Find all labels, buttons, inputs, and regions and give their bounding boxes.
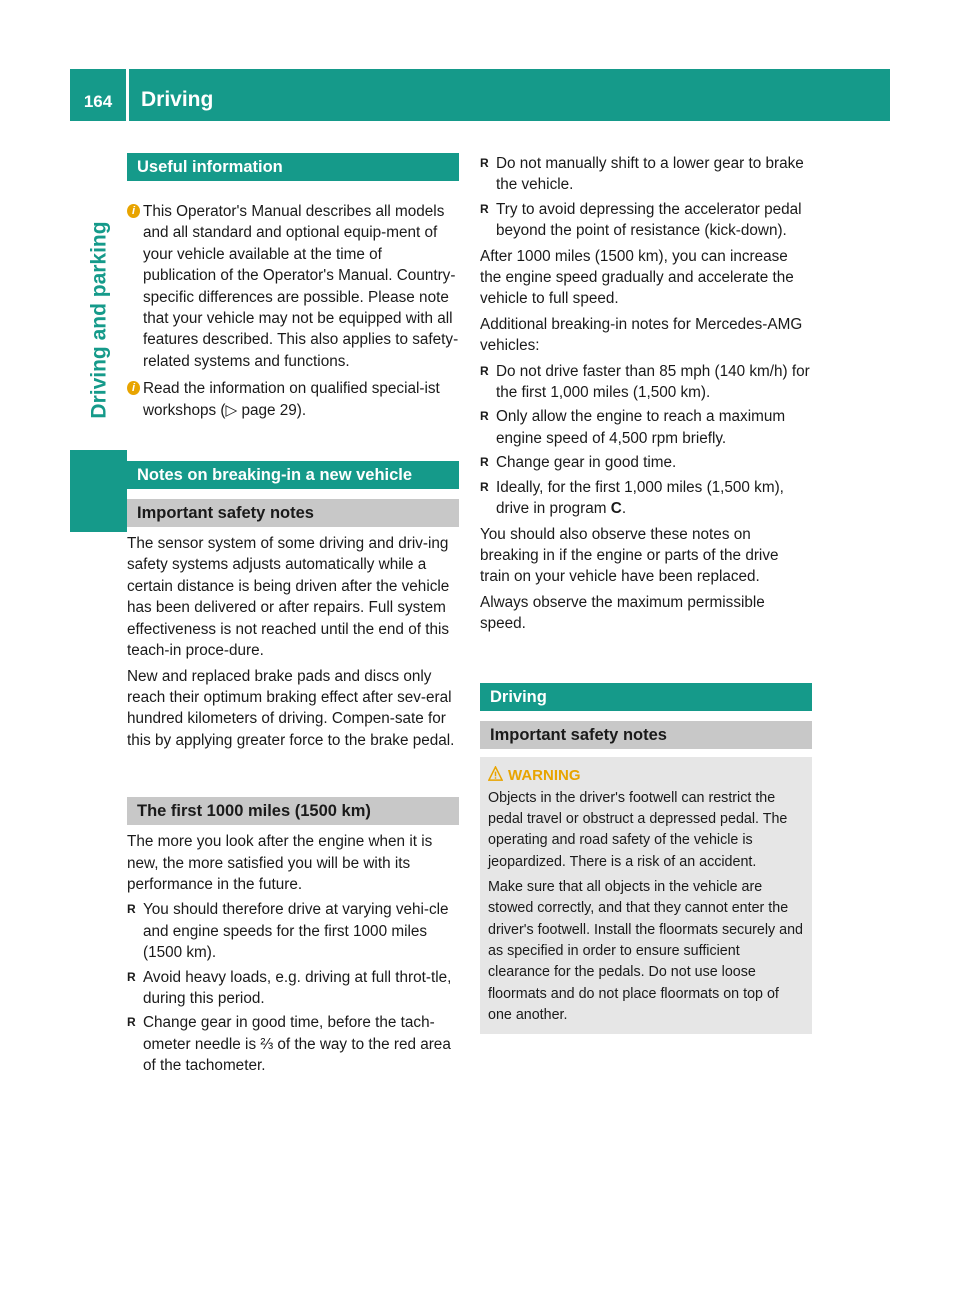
warning-box	[480, 757, 812, 1035]
amg-paragraph: Additional breaking-in notes for Mercedes-AMG vehicles:	[480, 315, 803, 355]
section-title: Driving	[141, 88, 214, 111]
list-item: R Only allow the engine to reach a maximum engine speed of 4,500 rpm briefly.	[480, 406, 812, 449]
warning-title-text: WARNING	[508, 766, 581, 784]
list-item: R Do not manually shift to a lower gear to brake the vehicle.	[480, 153, 812, 196]
driving-safety-heading: Important safety notes	[480, 721, 812, 749]
list-item-end: .	[621, 500, 627, 518]
warning-icon	[488, 766, 503, 781]
program-c: C	[610, 500, 622, 518]
list-item: R Change gear in good time, before the tach-ometer needle is ⅔ of the way to the red area of the tachometer.	[127, 1012, 459, 1076]
warning-paragraph-2: Make sure that all objects in the vehicle are stowed correctly, and that they cannot enter the driver's footwell. Install the floormats securely and as specified in order to ensure sufficient clearance for the pedals. Do not use loose floormats and do not place floormats on top of one another.	[488, 879, 804, 1023]
list-item: R Avoid heavy loads, e.g. driving at full throt-tle, during this period.	[127, 967, 459, 1010]
list-item: R Do not drive faster than 85 mph (140 km/h) for the first 1,000 miles (1,500 km).	[480, 361, 812, 404]
safety-notes-heading: Important safety notes	[127, 499, 459, 527]
list-item: R You should therefore drive at varying vehi-cle and engine speeds for the first 1000 miles (1500 km).	[127, 899, 459, 963]
useful-info-heading: Useful information	[127, 153, 459, 181]
warning-title	[488, 765, 804, 786]
right-column	[480, 153, 812, 1034]
info-icon: i	[127, 204, 140, 218]
breaking-in-list	[480, 153, 812, 242]
list-item: R Try to avoid depressing the accelerator pedal beyond the point of resistance (kick-down).	[480, 199, 812, 242]
safety-paragraph-2: New and replaced brake pads and discs only reach their optimum braking effect after sev-eral hundred kilometers of driving. Compen-sate for this by applying greater force to the brake pedal.	[127, 667, 455, 749]
after-miles-paragraph: After 1000 miles (1500 km), you can increase the engine speed gradually and accelerate the vehicle to full speed.	[480, 247, 794, 308]
left-column	[127, 153, 459, 1081]
info-note-1-text: This Operator's Manual describes all models and all standard and optional equip-ment of your vehicle available at the time of publication of the Operator's Manual. Country-specific differences are possible. Please note that your vehicle may not be equipped with all features described. This also applies to safety-related systems and functions.	[143, 203, 459, 370]
driving-heading: Driving	[480, 683, 812, 711]
page-number: 164	[83, 92, 113, 111]
speed-paragraph: Always observe the maximum permissible speed.	[480, 593, 765, 633]
list-item: R Change gear in good time.	[480, 452, 812, 473]
info-note-2	[127, 378, 459, 421]
safety-paragraph-1: The sensor system of some driving and driv-ing safety systems adjusts automatically while a certain distance is being driven after the vehicle has been delivered or after repairs. Full system effectiveness is not reached until the end of this teach-in proce-dure.	[127, 535, 450, 660]
first-miles-paragraph: The more you look after the engine when it is new, the more satisfied you will be with its performance in the future.	[127, 833, 433, 893]
side-tab-block	[70, 450, 127, 532]
list-item-text: Ideally, for the first 1,000 miles (1,500 km), drive in program	[496, 478, 784, 518]
amg-list	[480, 361, 812, 520]
info-note-1	[127, 201, 459, 372]
observe-paragraph: You should also observe these notes on breaking in if the engine or parts of the drive train on your vehicle have been replaced.	[480, 525, 779, 586]
first-miles-list	[127, 899, 459, 1076]
info-icon: i	[127, 381, 140, 395]
header-separator	[126, 69, 129, 121]
list-item	[480, 477, 812, 520]
breaking-in-heading: Notes on breaking-in a new vehicle	[127, 461, 459, 489]
info-note-2-text: Read the information on qualified special-ist workshops (▷ page 29).	[143, 380, 440, 419]
first-miles-heading: The first 1000 miles (1500 km)	[127, 797, 459, 825]
warning-paragraph-1: Objects in the driver's footwell can restrict the pedal travel or obstruct a depressed pedal. The operating and road safety of the vehicle is jeopardized. There is a risk of an accident.	[488, 789, 788, 870]
side-tab-label: Driving and parking	[88, 221, 112, 419]
